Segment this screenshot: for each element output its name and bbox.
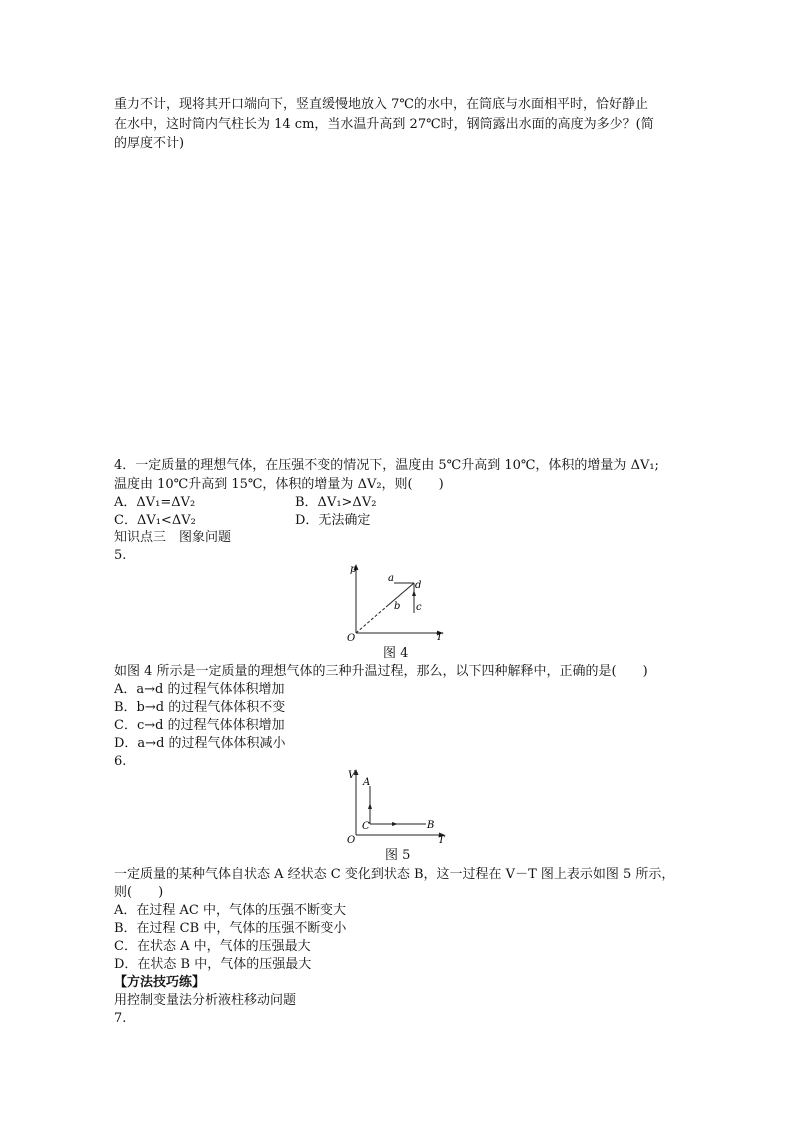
q4-option-d: D．无法确定 <box>295 513 371 528</box>
axis-t-label: T <box>436 632 443 643</box>
q6-option-c: C．在状态 A 中，气体的压强最大 <box>114 939 311 954</box>
q6-stem-line-2: 则( ) <box>114 885 164 900</box>
label-a: A <box>363 777 371 788</box>
figure-4-pt-graph <box>344 561 454 645</box>
q4-stem-line-1: 4．一定质量的理想气体，在压强不变的情况下，温度由 5℃升高到 10℃，体积的增量为 ΔV₁; <box>114 458 659 473</box>
figure-5-caption: 图 5 <box>385 848 411 863</box>
intro-line-2: 在水中，这时筒内气柱长为 14 cm，当水温升高到 27℃时，钢筒露出水面的高度为多少？(简 <box>114 117 654 132</box>
q6-option-a: A．在过程 AC 中，气体的压强不断变大 <box>114 903 346 918</box>
label-c: C <box>362 821 370 832</box>
label-a: a <box>388 573 394 584</box>
q6-option-d: D．在状态 B 中，气体的压强最大 <box>114 957 312 972</box>
q6-number: 6. <box>114 754 127 769</box>
q5-option-b: B．b→d 的过程气体体积不变 <box>114 700 286 715</box>
q4-option-c: C．ΔV₁<ΔV₂ <box>114 513 196 528</box>
q7-number: 7. <box>114 1011 127 1026</box>
figure-4-caption: 图 4 <box>383 646 409 661</box>
q4-stem-line-2: 温度由 10℃升高到 15℃，体积的增量为 ΔV₂，则( ) <box>114 477 444 492</box>
axis-t-label: T <box>438 835 445 846</box>
q5-option-d: D．a→d 的过程气体体积减小 <box>114 736 286 751</box>
q5-option-c: C．c→d 的过程气体体积增加 <box>114 718 285 733</box>
intro-line-1: 重力不计，现将其开口端向下，竖直缓慢地放入 7℃的水中，在筒底与水面相平时，恰好静止 <box>114 97 648 112</box>
label-b: B <box>427 820 435 831</box>
axis-p-label: p <box>350 564 357 575</box>
label-b: b <box>394 601 401 612</box>
label-d: d <box>415 580 422 591</box>
q5-number: 5. <box>114 548 127 563</box>
origin-label: O <box>347 633 356 644</box>
method-title: 【方法技巧练】 <box>114 975 206 990</box>
method-subtitle: 用控制变量法分析液柱移动问题 <box>114 993 297 1008</box>
q6-option-b: B．在过程 CB 中，气体的压强不断变小 <box>114 921 347 936</box>
intro-line-3: 的厚度不计) <box>114 136 185 151</box>
q4-option-a: A．ΔV₁=ΔV₂ <box>114 495 196 510</box>
q4-option-b: B．ΔV₁>ΔV₂ <box>295 495 377 510</box>
label-c: c <box>416 602 422 613</box>
q6-stem-line-1: 一定质量的某种气体自状态 A 经状态 C 变化到状态 B，这一过程在 V－T 图上表示如图 5 所示， <box>114 867 675 882</box>
figure-5-vt-graph <box>344 766 454 848</box>
section-title: 知识点三 图象问题 <box>114 530 232 545</box>
q5-stem: 如图 4 所示是一定质量的理想气体的三种升温过程，那么，以下四种解释中，正确的是( ) <box>114 664 648 679</box>
q5-option-a: A．a→d 的过程气体体积增加 <box>114 682 285 697</box>
origin-label: O <box>347 835 356 846</box>
axis-v-label: V <box>348 770 356 781</box>
